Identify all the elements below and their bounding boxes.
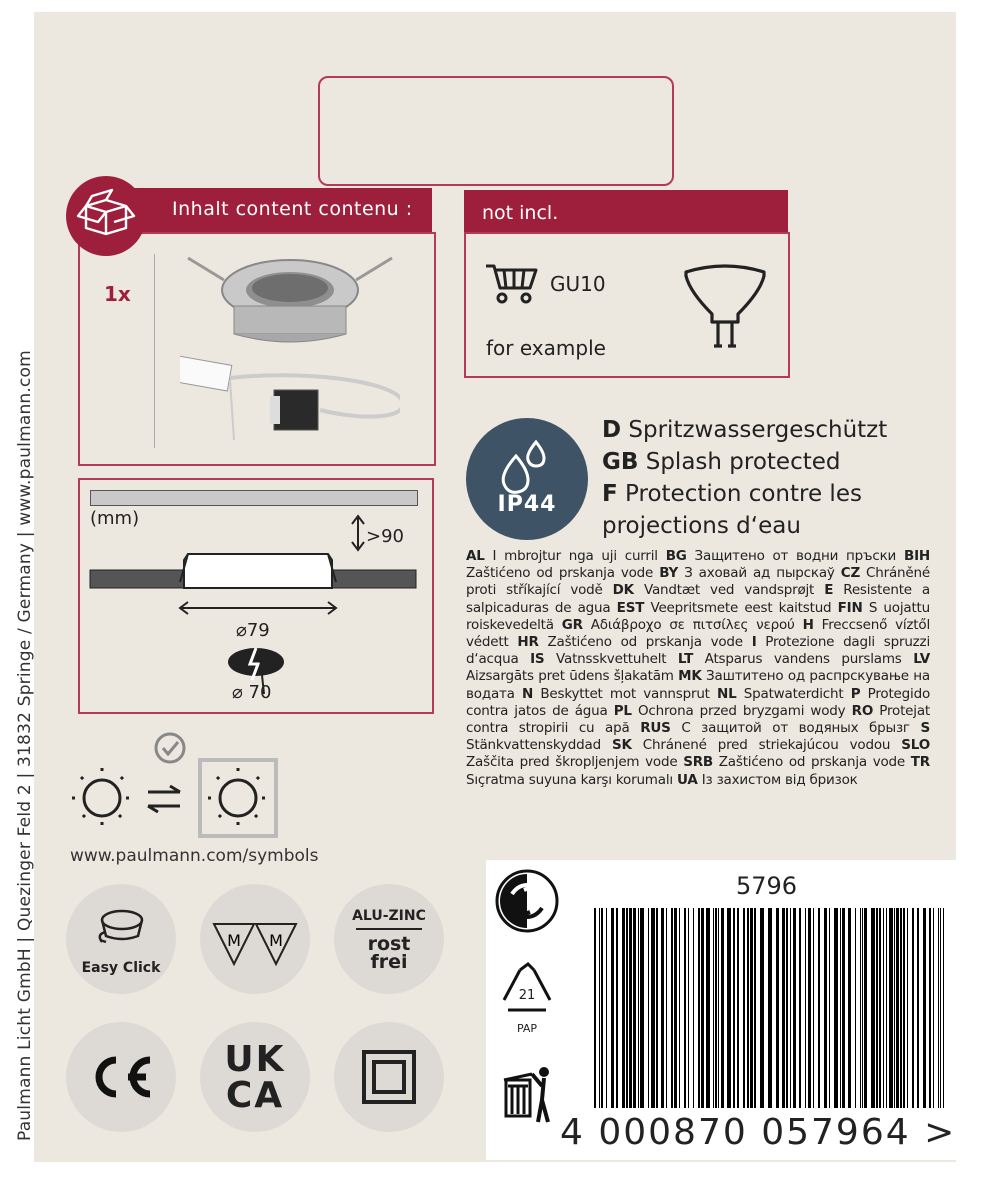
translation-text-by: З аховай ад пырскаў xyxy=(678,565,841,582)
translation-text-e: Resistente a salpicaduras de agua xyxy=(466,582,930,616)
barcode-bar xyxy=(786,908,788,1108)
ip-line-d-lang: D xyxy=(602,417,622,443)
barcode-bar xyxy=(938,908,939,1108)
lamp-type-label: GU10 xyxy=(550,272,606,296)
not-incl-label: not incl. xyxy=(482,202,559,224)
symbols-url[interactable]: www.paulmann.com/symbols xyxy=(70,846,319,866)
ip-line-gb xyxy=(602,446,912,478)
translation-text-mk: Заштитено од распрскување на водата xyxy=(466,668,930,702)
barcode-bar xyxy=(616,908,618,1108)
barcode-bar xyxy=(871,908,875,1108)
alu-zinc-badge xyxy=(334,884,444,994)
depth-label: >90 xyxy=(366,526,404,547)
translation-text-est: Veepritsmete eest kaitstud xyxy=(644,599,838,616)
barcode-bar xyxy=(889,908,893,1108)
translation-lang-srb: SRB xyxy=(683,754,713,771)
unit-label: (mm) xyxy=(90,508,140,529)
easy-click-badge xyxy=(66,884,176,994)
translation-lang-p: P xyxy=(850,685,861,702)
translation-text-gr: Αδιάβροχο σε πιτσίλες νερού xyxy=(582,616,803,633)
barcode-bar xyxy=(754,908,756,1108)
barcode-bar xyxy=(799,908,801,1108)
barcode-bar xyxy=(923,908,926,1108)
barcode-bar xyxy=(782,908,785,1108)
barcode-bar xyxy=(626,908,628,1108)
barcode-bar xyxy=(674,908,677,1108)
ip-line-f xyxy=(602,478,912,510)
translation-lang-is: IS xyxy=(530,651,545,668)
barcode-bar xyxy=(727,908,731,1108)
ip-line-f-cont-text: projections d‘eau xyxy=(602,513,801,539)
barcode-bar xyxy=(855,908,856,1108)
ip-line-d-text: Spritzwassergeschützt xyxy=(628,417,888,443)
translation-lang-slo: SLO xyxy=(901,737,930,754)
hang-hook-outline xyxy=(318,76,674,186)
barcode-bar xyxy=(864,908,867,1108)
translation-text-dk: Vandtæt ved vandsprøjt xyxy=(633,582,825,599)
translation-text-i: Protezione dagli spruzzi d‘acqua xyxy=(466,634,930,668)
translation-lang-lv: LV xyxy=(913,651,930,668)
translation-text-cz: Chráněné proti stříkající vodě xyxy=(466,565,930,599)
easy-click-label: Easy Click xyxy=(81,960,161,976)
barcode-bar xyxy=(611,908,614,1108)
barcode-bar xyxy=(651,908,655,1108)
mm-furniture-icon xyxy=(200,884,310,994)
barcode-bar xyxy=(818,908,820,1108)
ce-mark-icon xyxy=(66,1022,176,1132)
translation-text-ua: Із захистом від бризок xyxy=(697,771,858,788)
barcode-bar xyxy=(737,908,739,1108)
box-icon xyxy=(66,176,146,256)
translation-lang-h: H xyxy=(802,616,814,633)
barcode-bar xyxy=(900,908,902,1108)
barcode-bar xyxy=(879,908,881,1108)
ip-line-f-lang: F xyxy=(602,481,618,507)
translation-text-fin: S uojattu roiskevedeltä xyxy=(466,599,930,633)
barcode-bar xyxy=(834,908,838,1108)
translation-lang-gr: GR xyxy=(561,616,583,633)
ip44-badge xyxy=(466,418,588,540)
rost-label: rost xyxy=(367,933,411,955)
translation-lang-fin: FIN xyxy=(837,599,863,616)
barcode-bar xyxy=(715,908,717,1108)
translation-lang-hr: HR xyxy=(517,634,539,651)
barcode-bar xyxy=(760,908,764,1108)
recycling-number: 21 xyxy=(518,988,536,1003)
translation-lang-cz: CZ xyxy=(840,565,861,582)
barcode-bar xyxy=(903,908,905,1108)
barcode-bar xyxy=(656,908,658,1108)
translation-text-pl: Ochrona przed bryzgami wody xyxy=(631,702,852,719)
barcode-bar xyxy=(733,908,735,1108)
translation-lang-n: N xyxy=(522,685,534,702)
barcode-bar xyxy=(629,908,632,1108)
barcode-bar xyxy=(894,908,895,1108)
barcode-bar xyxy=(907,908,908,1108)
barcode-bar xyxy=(829,908,830,1108)
ip-line-f-cont xyxy=(602,510,912,542)
green-dot-icon xyxy=(494,868,560,934)
translation-text-hr: Zaštićeno od prskanja vode xyxy=(538,634,752,651)
translation-text-lv: Aizsargāts pret ūdens šļakatām xyxy=(466,668,679,685)
ip-line-f-text: Protection contre les xyxy=(625,481,862,507)
barcode-bar xyxy=(805,908,806,1108)
content-divider xyxy=(154,254,155,448)
alu-zinc-label: ALU-ZINC xyxy=(352,908,426,924)
article-number: 5796 xyxy=(736,872,798,900)
translation-text-p: Protegido contra jatos de água xyxy=(466,685,931,719)
recycling-icon xyxy=(494,960,560,1040)
easy-click-icon xyxy=(66,884,176,994)
translation-lang-nl: NL xyxy=(717,685,737,702)
barcode-bar xyxy=(743,908,745,1108)
translation-lang-est: EST xyxy=(616,599,645,616)
downlight-product-image xyxy=(180,250,400,450)
svg-text:M: M xyxy=(269,931,283,950)
barcode-bar xyxy=(824,908,827,1108)
translation-lang-s: S xyxy=(920,720,930,737)
barcode-bar xyxy=(813,908,814,1108)
translation-text-s: Stänkvattenskyddad xyxy=(466,737,612,754)
double-insulation-icon xyxy=(334,1022,444,1132)
ceiling-bar xyxy=(90,490,418,506)
translation-lang-by: BY xyxy=(659,565,679,582)
barcode-bar xyxy=(886,908,887,1108)
translation-text-h: Freccsenő víztől védett xyxy=(466,616,930,651)
barcode-bar xyxy=(840,908,841,1108)
ca-label: CA xyxy=(225,1075,285,1116)
translation-lang-sk: SK xyxy=(611,737,632,754)
translation-text-bg: Защитено от водни пръски xyxy=(686,548,904,564)
barcode-bar xyxy=(606,908,607,1108)
barcode-bar xyxy=(896,908,899,1108)
barcode-bar xyxy=(718,908,719,1108)
translation-lang-lt: LT xyxy=(677,651,694,668)
barcode-bar xyxy=(688,908,689,1108)
barcode-bar xyxy=(917,908,919,1108)
uk-label: UK xyxy=(224,1039,286,1080)
barcode-bar xyxy=(671,908,673,1108)
barcode-bar xyxy=(698,908,700,1108)
translation-text-nl: Spatwaterdicht xyxy=(736,685,851,702)
ukca-badge xyxy=(200,1022,310,1132)
barcode-bar xyxy=(599,908,600,1108)
gu10-bulb-icon xyxy=(680,262,770,356)
ip-line-gb-lang: GB xyxy=(602,449,639,475)
translation-text-bih: Zaštićeno od prskanja vode xyxy=(466,565,660,582)
barcode-bar xyxy=(679,908,680,1108)
recycling-material: PAP xyxy=(516,1022,538,1035)
cutout-label: ⌀ 70 xyxy=(232,682,272,703)
translation-text-slo: Zaščita pred škropljenjem vode xyxy=(466,754,684,771)
barcode-bar xyxy=(648,908,649,1108)
barcode-bar xyxy=(713,908,714,1108)
for-example-label: for example xyxy=(486,336,606,360)
translation-lang-mk: MK xyxy=(678,668,702,685)
barcode-bar xyxy=(940,908,941,1108)
barcode-bar xyxy=(747,908,749,1108)
side-address-strip xyxy=(0,0,35,1200)
barcode-bar xyxy=(701,908,704,1108)
barcode-bar xyxy=(842,908,845,1108)
translation-lang-i: I xyxy=(751,634,757,651)
barcode-bar xyxy=(693,908,694,1108)
barcode-bar xyxy=(860,908,861,1108)
barcode-bar xyxy=(601,908,603,1108)
barcode-bar xyxy=(876,908,878,1108)
translation-lang-ro: RO xyxy=(851,702,874,719)
light-symbols xyxy=(66,728,286,838)
barcode-bar xyxy=(943,908,944,1108)
barcode-bar xyxy=(776,908,779,1108)
barcode-bars xyxy=(592,908,950,1118)
translation-lang-ua: UA xyxy=(677,771,698,788)
translation-text-tr: Sıçratma suyuna karşı korumalı xyxy=(466,771,678,788)
barcode-bar xyxy=(640,908,644,1108)
barcode-bar xyxy=(594,908,596,1108)
shopping-cart-icon xyxy=(484,260,540,304)
translation-text-ro: Protejat contra stropirii cu apă xyxy=(466,702,930,737)
translation-text-srb: Zaštićeno od prskanja vode xyxy=(713,754,911,771)
barcode-bar xyxy=(666,908,667,1108)
translation-lang-tr: TR xyxy=(910,754,930,771)
translation-text-sk: Chránené pred striekajúcou vodou xyxy=(631,737,902,754)
mm-badge xyxy=(200,884,310,994)
side-address-text: Paulmann Licht GmbH | Quezinger Feld 2 | 31832 Springe / Germany | www.paulmann.com xyxy=(15,350,35,1141)
translation-text-lt: Atsparus vandens purslams xyxy=(693,651,914,668)
protection-class-badge xyxy=(334,1022,444,1132)
translation-text-n: Beskyttet mot vannsprut xyxy=(533,685,718,702)
barcode-bar xyxy=(933,908,934,1108)
barcode-bar xyxy=(862,908,863,1108)
ce-badge xyxy=(66,1022,176,1132)
barcode-bar xyxy=(661,908,664,1108)
barcode-bar xyxy=(622,908,625,1108)
translation-text-rus: С защитой от водяных брызг xyxy=(670,720,921,737)
translation-lang-pl: PL xyxy=(613,702,632,719)
content-label: Inhalt content contenu : xyxy=(172,198,413,220)
translation-text-is: Vatnsskvettuhelt xyxy=(544,651,678,668)
barcode-bar xyxy=(793,908,796,1108)
barcode-bar xyxy=(638,908,639,1108)
ip-line-gb-text: Splash protected xyxy=(645,449,841,475)
ip-code: IP44 xyxy=(497,492,557,517)
barcode-bar xyxy=(633,908,636,1108)
translation-lang-bih: BIH xyxy=(903,548,930,564)
quantity-label: 1x xyxy=(104,282,131,306)
barcode-digits: 4 000870 057964 > xyxy=(560,1112,957,1153)
barcode-bar xyxy=(883,908,884,1108)
weee-bin-icon xyxy=(498,1060,558,1124)
translation-text-al: I mbrojtur nga uji curril xyxy=(484,548,666,564)
barcode-bar xyxy=(721,908,724,1108)
barcode-bar xyxy=(750,908,753,1108)
barcode-bar xyxy=(848,908,851,1108)
translations-paragraph xyxy=(466,548,930,789)
barcode-bar xyxy=(706,908,710,1108)
translation-lang-bg: BG xyxy=(665,548,687,564)
translation-lang-al: AL xyxy=(466,548,485,564)
water-drops-icon xyxy=(466,418,588,540)
svg-text:M: M xyxy=(227,931,241,950)
diameter-label: ⌀79 xyxy=(236,620,270,641)
translation-lang-e: E xyxy=(824,582,834,599)
ip-line-d xyxy=(602,414,912,446)
barcode-bar xyxy=(684,908,686,1108)
barcode-bar xyxy=(808,908,811,1108)
ip-lines xyxy=(602,414,912,542)
barcode-bar xyxy=(768,908,772,1108)
barcode-bar xyxy=(790,908,791,1108)
barcode-bar xyxy=(929,908,931,1108)
translation-lang-dk: DK xyxy=(612,582,634,599)
frei-label: frei xyxy=(370,951,408,973)
alu-zinc-rule xyxy=(356,928,422,930)
barcode-bar xyxy=(912,908,914,1108)
translation-lang-rus: RUS xyxy=(640,720,671,737)
